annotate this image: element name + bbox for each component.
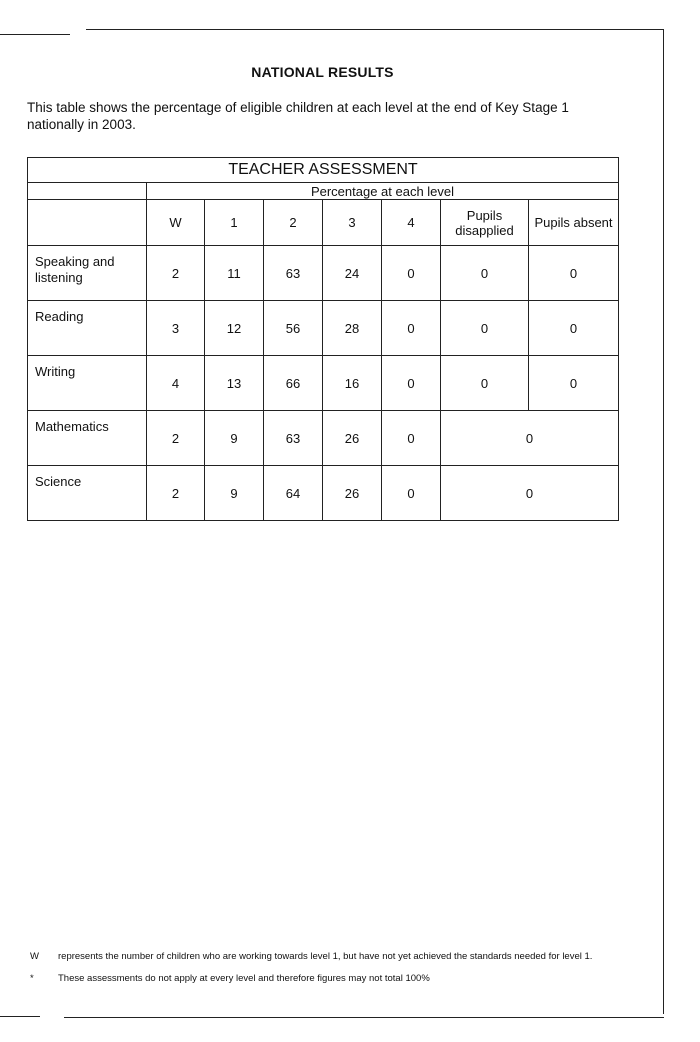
table-cell: 12 xyxy=(205,301,264,356)
table-cell: 11 xyxy=(205,246,264,301)
table-cell: 0 xyxy=(382,246,441,301)
table-cell: 64 xyxy=(264,466,323,521)
results-table xyxy=(27,157,619,521)
footnote xyxy=(30,951,630,963)
column-header: 4 xyxy=(382,200,441,246)
table-heading: TEACHER ASSESSMENT xyxy=(28,158,619,183)
footnote-symbol: W xyxy=(30,951,39,962)
table-cell: 28 xyxy=(323,301,382,356)
scan-border-bottom-right xyxy=(64,1017,664,1018)
row-subject: Writing xyxy=(28,356,147,411)
empty-corner-cell xyxy=(28,183,147,200)
table-cell: 0 xyxy=(382,411,441,466)
table-cell: 0 xyxy=(382,466,441,521)
table-cell: 0 xyxy=(382,301,441,356)
table-row xyxy=(28,301,619,356)
table-cell: 0 xyxy=(441,356,529,411)
table-cell: 2 xyxy=(147,411,205,466)
merged-cell: 0 xyxy=(441,466,619,521)
column-header: Pupils absent xyxy=(529,200,619,246)
table-cell: 56 xyxy=(264,301,323,356)
table-cell: 0 xyxy=(441,246,529,301)
footnotes xyxy=(30,951,630,995)
table-cell: 16 xyxy=(323,356,382,411)
footnote xyxy=(30,973,630,985)
column-header: 1 xyxy=(205,200,264,246)
table-subheading: Percentage at each level xyxy=(147,183,619,200)
merged-cell: 0 xyxy=(441,411,619,466)
row-subject: Mathematics xyxy=(28,411,147,466)
table-cell: 63 xyxy=(264,411,323,466)
table-cell: 9 xyxy=(205,411,264,466)
footnote-text: represents the number of children who are working towards level 1, but have not yet achieved the standards needed for level 1. xyxy=(58,951,593,962)
table-cell: 63 xyxy=(264,246,323,301)
table-row xyxy=(28,411,619,466)
table-cell: 26 xyxy=(323,466,382,521)
table-cell: 24 xyxy=(323,246,382,301)
table-cell: 0 xyxy=(529,356,619,411)
table-row xyxy=(28,466,619,521)
page-title: NATIONAL RESULTS xyxy=(251,64,394,80)
row-subject: Reading xyxy=(28,301,147,356)
table-cell: 2 xyxy=(147,246,205,301)
table-cell: 0 xyxy=(382,356,441,411)
row-subject: Science xyxy=(28,466,147,521)
table-cell: 9 xyxy=(205,466,264,521)
scan-border-right xyxy=(663,29,664,1014)
scan-border-top-right xyxy=(86,29,664,30)
table-cell: 2 xyxy=(147,466,205,521)
row-subject: Speaking and listening xyxy=(28,246,147,301)
empty-header-cell xyxy=(28,200,147,246)
table-cell: 26 xyxy=(323,411,382,466)
scan-border-bottom xyxy=(0,1016,40,1017)
scan-border-top xyxy=(0,34,70,35)
column-header: 3 xyxy=(323,200,382,246)
table-cell: 13 xyxy=(205,356,264,411)
intro-text: This table shows the percentage of eligible children at each level at the end of Key Stage 1 nationally in 2003. xyxy=(27,100,569,132)
table-row xyxy=(28,246,619,301)
column-header: 2 xyxy=(264,200,323,246)
table-cell: 0 xyxy=(529,246,619,301)
footnote-text: These assessments do not apply at every level and therefore figures may not total 100% xyxy=(58,973,430,984)
table-cell: 3 xyxy=(147,301,205,356)
table-cell: 0 xyxy=(441,301,529,356)
column-header: W xyxy=(147,200,205,246)
table-row xyxy=(28,356,619,411)
table-cell: 66 xyxy=(264,356,323,411)
table-cell: 4 xyxy=(147,356,205,411)
column-header: Pupils disapplied xyxy=(441,200,529,246)
table-cell: 0 xyxy=(529,301,619,356)
footnote-symbol: * xyxy=(30,973,34,984)
